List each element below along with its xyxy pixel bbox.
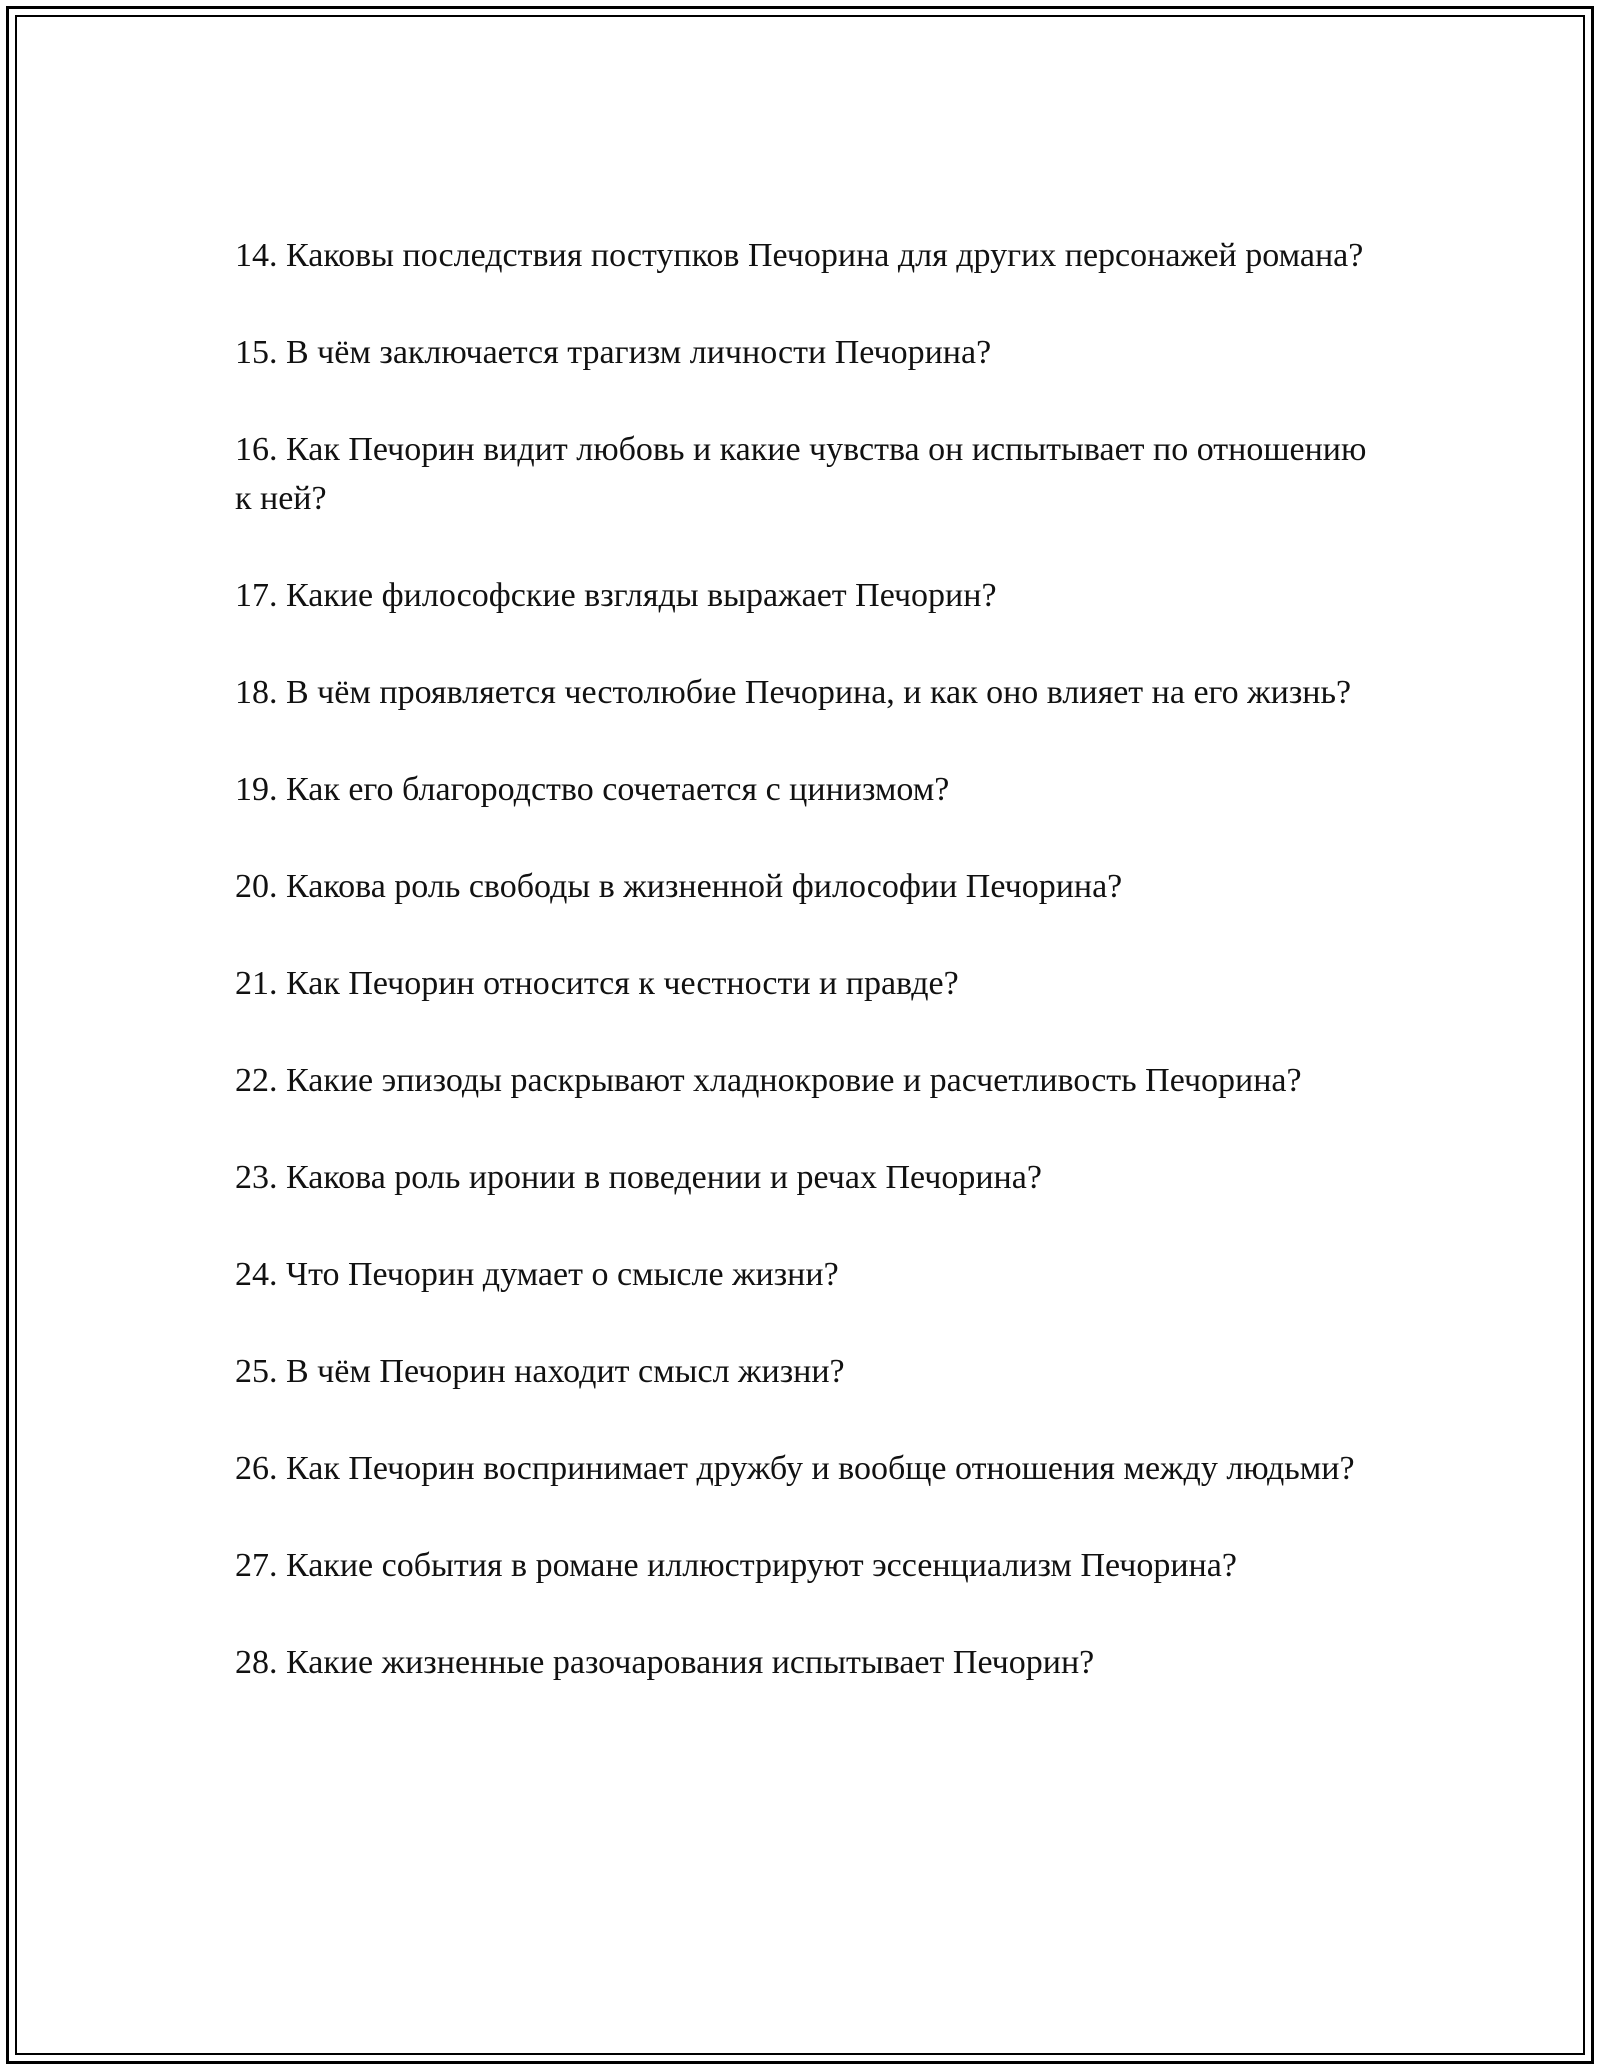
question-list bbox=[235, 232, 1375, 1736]
question-23: 23. Какова роль иронии в поведении и речах Печорина? bbox=[235, 1158, 1042, 1196]
question-21: 21. Как Печорин относится к честности и правде? bbox=[235, 964, 959, 1002]
question-16: 16. Как Печорин видит любовь и какие чувства он испытывает по отношению к ней? bbox=[235, 431, 1367, 517]
question-19: 19. Как его благородство сочетается с цинизмом? bbox=[235, 770, 950, 808]
question-27: 27. Какие события в романе иллюстрируют эссенциализм Печорина? bbox=[235, 1546, 1237, 1584]
question-24: 24. Что Печорин думает о смысле жизни? bbox=[235, 1255, 839, 1293]
question-25: 25. В чём Печорин находит смысл жизни? bbox=[235, 1352, 845, 1390]
question-14: 14. Каковы последствия поступков Печорина для других персонажей романа? bbox=[235, 237, 1364, 274]
question-22: 22. Какие эпизоды раскрывают хладнокровие и расчетливость Печорина? bbox=[235, 1061, 1302, 1099]
question-15: 15. В чём заключается трагизм личности Печорина? bbox=[235, 334, 992, 371]
question-28: 28. Какие жизненные разочарования испытывает Печорин? bbox=[235, 1643, 1095, 1681]
question-17: 17. Какие философские взгляды выражает Печорин? bbox=[235, 576, 997, 614]
question-20: 20. Какова роль свободы в жизненной философии Печорина? bbox=[235, 867, 1123, 905]
question-26: 26. Как Печорин воспринимает дружбу и вообще отношения между людьми? bbox=[235, 1449, 1355, 1487]
question-18: 18. В чём проявляется честолюбие Печорина, и как оно влияет на его жизнь? bbox=[235, 673, 1352, 711]
